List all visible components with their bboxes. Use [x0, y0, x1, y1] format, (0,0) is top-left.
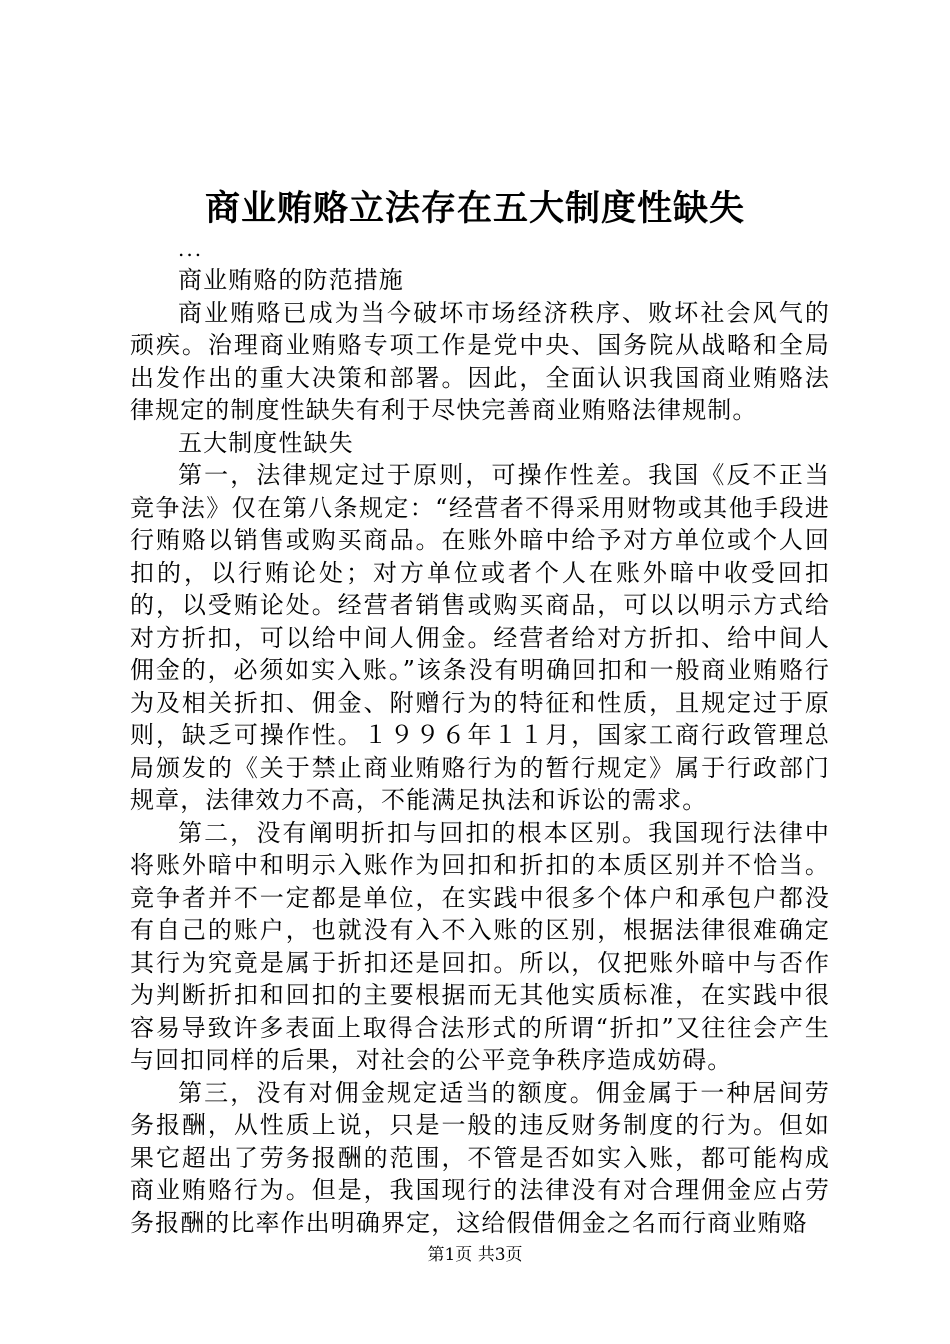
document-body: [130, 238, 830, 1239]
document-title: 商业贿赂立法存在五大制度性缺失: [204, 188, 745, 229]
page-number-footer: 第1页 共3页: [427, 1245, 523, 1265]
paragraph-intro: 商业贿赂已成为当今破坏市场经济秩序、败坏社会风气的顽疾。治理商业贿赂专项工作是党中央、国务院从战略和全局出发作出的重大决策和部署。因此，全面认识我国商业贿赂法律规定的制度性缺失有利于尽快完善商业贿赂法律规制。: [130, 298, 830, 424]
paragraph-second: 第二，没有阐明折扣与回扣的根本区别。我国现行法律中将账外暗中和明示入账作为回扣和折扣的本质区别并不恰当。竞争者并不一定都是单位，在实践中很多个体户和承包户都没有自己的账户，也就没有入不入账的区别，根据法律很难确定其行为究竟是属于折扣还是回扣。所以，仅把账外暗中与否作为判断折扣和回扣的主要根据而无其他实质标准，在实践中很容易导致许多表面上取得合法形式的所谓“折扣”又往往会产生与回扣同样的后果，对社会的公平竞争秩序造成妨碍。: [130, 818, 830, 1074]
subheading-prevention: 商业贿赂的防范措施: [178, 266, 404, 294]
paragraph-third: 第三，没有对佣金规定适当的额度。佣金属于一种居间劳务报酬，从性质上说，只是一般的违反财务制度的行为。但如果它超出了劳务报酬的范围，不管是否如实入账，都可能构成商业贿赂行为。但是，我国现行的法律没有对合理佣金应占劳务报酬的比率作出明确界定，这给假借佣金之名而行商业贿赂: [130, 1078, 830, 1237]
ellipsis-text: ...: [178, 237, 204, 261]
subheading-five-deficiencies: 五大制度性缺失: [178, 428, 354, 457]
paragraph-first: 第一，法律规定过于原则，可操作性差。我国《反不正当竞争法》仅在第八条规定：“经营者不得采用财物或其他手段进行贿赂以销售或购买商品。在账外暗中给予对方单位或个人回扣的，以行贿论处；对方单位或者个人在账外暗中收受回扣的，以受贿论处。经营者销售或购买商品，可以以明示方式给对方折扣，可以给中间人佣金。经营者给对方折扣、给中间人佣金的，必须如实入账。”该条没有明确回扣和一般商业贿赂行为及相关折扣、佣金、附赠行为的特征和性质，且规定过于原则，缺乏可操作性。１９９６年１１月，国家工商行政管理总局颁发的《关于禁止商业贿赂行为的暂行规定》属于行政部门规章，法律效力不高，不能满足执法和诉讼的需求。: [130, 461, 830, 814]
